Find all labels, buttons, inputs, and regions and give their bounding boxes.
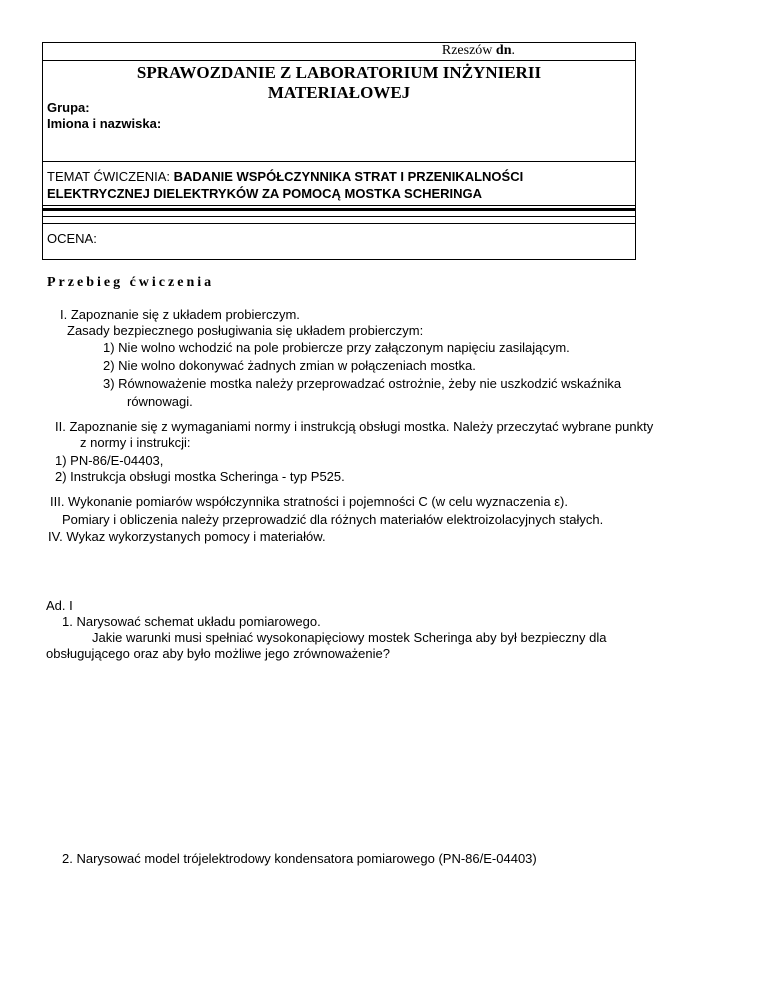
city-date-label: Rzeszów dn.	[441, 43, 515, 58]
item-i-3-cont: równowagi.	[127, 394, 193, 409]
section-title: Przebieg ćwiczenia	[47, 275, 215, 290]
divider	[43, 216, 635, 217]
item-i-title: I. Zapoznanie się z układem probierczym.	[60, 307, 300, 322]
item-iii-sub: Pomiary i obliczenia należy przeprowadzić dla różnych materiałów elektroizolacyjnych stałych.	[62, 512, 604, 527]
ad-item-2: 2. Narysować model trójelektrodowy kondensatora pomiarowego (PN-86/E-04403)	[62, 851, 537, 866]
item-i-1: 1) Nie wolno wchodzić na pole probiercze przy załączonym napięciu zasilającym.	[103, 340, 570, 355]
item-ii-2: 2) Instrukcja obsługi mostka Scheringa - typ P525.	[55, 469, 345, 484]
thick-divider	[43, 208, 635, 211]
grupa-label: Grupa:	[47, 100, 90, 115]
names-label: Imiona i nazwiska:	[47, 116, 162, 131]
exercise-topic: TEMAT ĆWICZENIA: BADANIE WSPÓŁCZYNNIKA STRAT I PRZENIKALNOŚCI ELEKTRYCZNEJ DIELEKTRYKÓW ZA POMOCĄ MOSTKA SCHERINGA	[47, 169, 524, 201]
item-ii-1: 1) PN-86/E-04403,	[55, 453, 164, 468]
divider	[43, 223, 635, 224]
item-ii-title: II. Zapoznanie się z wymaganiami normy i instrukcją obsługi mostka. Należy przeczytać wybrane punkty	[55, 419, 654, 434]
item-i-3: 3) Równoważenie mostka należy przeprowadzać ostrożnie, żeby nie uszkodzić wskaźnika	[103, 376, 622, 391]
ad-title: Ad. I	[46, 598, 73, 613]
item-ii-title-cont: z normy i instrukcji:	[80, 435, 191, 450]
ad-item-1: 1. Narysować schemat układu pomiarowego.	[62, 614, 321, 629]
divider	[43, 60, 635, 61]
item-i-2: 2) Nie wolno dokonywać żadnych zmian w połączeniach mostka.	[103, 358, 476, 373]
report-title: SPRAWOZDANIE Z LABORATORIUM INŻYNIERII MATERIAŁOWEJ	[136, 63, 542, 102]
grade-label: OCENA:	[47, 231, 97, 246]
divider	[43, 205, 635, 206]
item-i-sub: Zasady bezpiecznego posługiwania się układem probierczym:	[67, 323, 424, 338]
item-iii-title: III. Wykonanie pomiarów współczynnika stratności i pojemności C (w celu wyznaczenia ε).	[50, 494, 568, 509]
divider	[43, 161, 635, 162]
ad-question-line1: Jakie warunki musi spełniać wysokonapięciowy mostek Scheringa aby był bezpieczny dla	[92, 630, 607, 645]
report-header-box	[42, 42, 636, 260]
item-iv-title: IV. Wykaz wykorzystanych pomocy i materiałów.	[48, 529, 326, 544]
ad-question-line2: obsługującego oraz aby było możliwe jego zrównoważenie?	[46, 646, 390, 661]
